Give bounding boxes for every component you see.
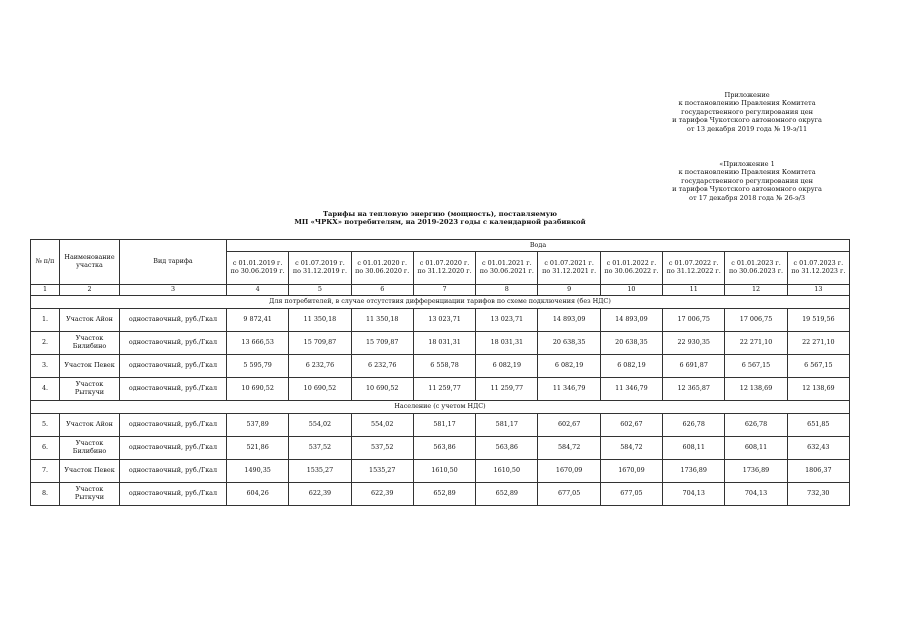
tariff-value: 704,13 (663, 483, 725, 506)
section-consumers-title: Для потребителей, в случае отсутствия дифференциации тарифов по схеме подключения (без НДС) (31, 296, 850, 309)
appendix-line: государственного регулирования цен (681, 176, 814, 185)
appendix-line: к постановлению Правления Комитета (678, 168, 816, 177)
tariff-value: 6 691,87 (663, 355, 725, 378)
tariff-value: 602,67 (538, 414, 600, 437)
tariff-value: 6 232,76 (351, 355, 413, 378)
tariff-value: 6 082,19 (538, 355, 600, 378)
tariff-value: 1535,27 (289, 460, 351, 483)
column-number: 11 (663, 285, 725, 296)
site-name: Участок Рыткучи (60, 378, 120, 401)
table-row (31, 378, 850, 401)
tariff-value: 1736,89 (663, 460, 725, 483)
row-number: 4. (31, 378, 60, 401)
row-number: 6. (31, 437, 60, 460)
tariff-kind: одноставочный, руб./Гкал (120, 309, 227, 332)
appendix-header-2 (672, 160, 822, 202)
header-row-top (31, 240, 850, 252)
tariff-kind: одноставочный, руб./Гкал (120, 483, 227, 506)
tariff-table (30, 239, 850, 506)
tariff-value: 1670,09 (600, 460, 662, 483)
appendix-line: от 17 декабря 2018 года № 26-э/3 (689, 193, 806, 202)
tariff-value: 13 023,71 (413, 309, 475, 332)
header-period: с 01.07.2019 г. по 31.12.2019 г. (289, 252, 351, 285)
tariff-value: 14 893,09 (600, 309, 662, 332)
tariff-value: 6 082,19 (476, 355, 538, 378)
table-row (31, 437, 850, 460)
tariff-value: 6 232,76 (289, 355, 351, 378)
tariff-value: 537,52 (351, 437, 413, 460)
column-number: 13 (787, 285, 849, 296)
tariff-value: 10 690,52 (351, 378, 413, 401)
tariff-value: 1806,37 (787, 460, 849, 483)
tariff-value: 20 638,35 (538, 332, 600, 355)
header-period: с 01.07.2021 г. по 31.12.2021 г. (538, 252, 600, 285)
column-number: 5 (289, 285, 351, 296)
tariff-value: 12 365,87 (663, 378, 725, 401)
tariff-value: 14 893,09 (538, 309, 600, 332)
tariff-kind: одноставочный, руб./Гкал (120, 378, 227, 401)
tariff-value: 19 519,56 (787, 309, 849, 332)
site-name: Участок Айон (60, 309, 120, 332)
tariff-value: 554,02 (351, 414, 413, 437)
column-number: 8 (476, 285, 538, 296)
tariff-value: 632,43 (787, 437, 849, 460)
tariff-value: 11 346,79 (538, 378, 600, 401)
tariff-kind: одноставочный, руб./Гкал (120, 460, 227, 483)
header-water-group: Вода (227, 240, 850, 252)
row-number: 7. (31, 460, 60, 483)
tariff-value: 563,86 (413, 437, 475, 460)
row-number: 5. (31, 414, 60, 437)
title-line: МП «ЧРКХ» потребителям, на 2019-2023 годы с календарной разбивкой (294, 218, 586, 227)
tariff-value: 626,78 (725, 414, 787, 437)
header-period: с 01.07.2022 г. по 31.12.2022 г. (663, 252, 725, 285)
tariff-value: 604,26 (227, 483, 289, 506)
tariff-value: 11 259,77 (476, 378, 538, 401)
header-period: с 01.01.2022 г. по 30.06.2022 г. (600, 252, 662, 285)
appendix-line: и тарифов Чукотского автономного округа (672, 116, 822, 125)
header-period: с 01.01.2021 г. по 30.06.2021 г. (476, 252, 538, 285)
site-name: Участок Певек (60, 355, 120, 378)
column-number: 3 (120, 285, 227, 296)
tariff-value: 18 031,31 (413, 332, 475, 355)
tariff-value: 1535,27 (351, 460, 413, 483)
tariff-kind: одноставочный, руб./Гкал (120, 414, 227, 437)
tariff-value: 10 690,52 (227, 378, 289, 401)
tariff-value: 20 638,35 (600, 332, 662, 355)
tariff-value: 1610,50 (476, 460, 538, 483)
header-period: с 01.01.2020 г. по 30.06.2020 г. (351, 252, 413, 285)
table-row (31, 309, 850, 332)
tariff-kind: одноставочный, руб./Гкал (120, 332, 227, 355)
tariff-value: 626,78 (663, 414, 725, 437)
tariff-value: 521,86 (227, 437, 289, 460)
site-name: Участок Певек (60, 460, 120, 483)
tariff-value: 17 006,75 (663, 309, 725, 332)
tariff-value: 581,17 (476, 414, 538, 437)
tariff-value: 12 138,69 (787, 378, 849, 401)
table-row (31, 332, 850, 355)
tariff-value: 704,13 (725, 483, 787, 506)
tariff-value: 12 138,69 (725, 378, 787, 401)
tariff-value: 537,52 (289, 437, 351, 460)
header-period: с 01.07.2020 г. по 31.12.2020 г. (413, 252, 475, 285)
section-row (31, 401, 850, 414)
document-title (30, 210, 850, 227)
tariff-value: 563,86 (476, 437, 538, 460)
table-row (31, 460, 850, 483)
tariff-value: 1490,35 (227, 460, 289, 483)
tariff-value: 554,02 (289, 414, 351, 437)
tariff-value: 622,39 (351, 483, 413, 506)
tariff-value: 22 271,10 (725, 332, 787, 355)
column-number: 12 (725, 285, 787, 296)
tariff-value: 651,85 (787, 414, 849, 437)
tariff-kind: одноставочный, руб./Гкал (120, 437, 227, 460)
site-name: Участок Билибино (60, 332, 120, 355)
tariff-value: 677,05 (600, 483, 662, 506)
column-number: 6 (351, 285, 413, 296)
row-number: 3. (31, 355, 60, 378)
tariff-value: 584,72 (538, 437, 600, 460)
tariff-value: 22 271,10 (787, 332, 849, 355)
appendix-line: «Приложение 1 (719, 160, 775, 168)
table-row (31, 414, 850, 437)
tariff-value: 608,11 (725, 437, 787, 460)
table-row (31, 355, 850, 378)
tariff-value: 6 567,15 (787, 355, 849, 378)
tariff-value: 608,11 (663, 437, 725, 460)
appendix-line: от 13 декабря 2019 года № 19-э/11 (686, 124, 808, 133)
column-number: 9 (538, 285, 600, 296)
header-period: с 01.07.2023 г. по 31.12.2023 г. (787, 252, 849, 285)
tariff-value: 11 259,77 (413, 378, 475, 401)
title-line: Тарифы на тепловую энергию (мощность), поставляемую (322, 210, 558, 218)
tariff-value: 10 690,52 (289, 378, 351, 401)
tariff-value: 677,05 (538, 483, 600, 506)
site-name: Участок Рыткучи (60, 483, 120, 506)
column-number: 7 (413, 285, 475, 296)
tariff-value: 18 031,31 (476, 332, 538, 355)
column-number: 10 (600, 285, 662, 296)
column-number: 4 (227, 285, 289, 296)
tariff-value: 652,89 (476, 483, 538, 506)
appendix-line: и тарифов Чукотского автономного округа (672, 185, 822, 194)
tariff-value: 17 006,75 (725, 309, 787, 332)
appendix-line: Приложение (724, 91, 770, 99)
tariff-value: 6 082,19 (600, 355, 662, 378)
tariff-value: 622,39 (289, 483, 351, 506)
row-number: 1. (31, 309, 60, 332)
tariff-value: 15 709,87 (351, 332, 413, 355)
tariff-value: 13 023,71 (476, 309, 538, 332)
tariff-value: 9 872,41 (227, 309, 289, 332)
appendix-line: государственного регулирования цен (681, 107, 814, 116)
tariff-value: 11 350,18 (289, 309, 351, 332)
row-number: 8. (31, 483, 60, 506)
header-number: № п/п (31, 240, 60, 285)
appendix-header-1 (672, 91, 822, 133)
section-row (31, 296, 850, 309)
tariff-value: 581,17 (413, 414, 475, 437)
tariff-value: 6 567,15 (725, 355, 787, 378)
tariff-value: 11 346,79 (600, 378, 662, 401)
site-name: Участок Айон (60, 414, 120, 437)
table-row (31, 483, 850, 506)
tariff-value: 1736,89 (725, 460, 787, 483)
header-row-column-numbers (31, 285, 850, 296)
tariff-kind: одноставочный, руб./Гкал (120, 355, 227, 378)
tariff-value: 13 666,53 (227, 332, 289, 355)
header-period: с 01.01.2023 г. по 30.06.2023 г. (725, 252, 787, 285)
tariff-value: 6 558,78 (413, 355, 475, 378)
section-population-title: Население (с учетом НДС) (31, 401, 850, 414)
header-site-name: Наименование участка (60, 240, 120, 285)
tariff-value: 15 709,87 (289, 332, 351, 355)
tariff-value: 1670,09 (538, 460, 600, 483)
tariff-value: 11 350,18 (351, 309, 413, 332)
tariff-value: 584,72 (600, 437, 662, 460)
row-number: 2. (31, 332, 60, 355)
tariff-value: 732,30 (787, 483, 849, 506)
tariff-value: 602,67 (600, 414, 662, 437)
column-number: 1 (31, 285, 60, 296)
tariff-value: 1610,50 (413, 460, 475, 483)
tariff-value: 652,89 (413, 483, 475, 506)
tariff-value: 22 930,35 (663, 332, 725, 355)
tariff-value: 537,89 (227, 414, 289, 437)
tariff-value: 5 595,79 (227, 355, 289, 378)
header-period: с 01.01.2019 г. по 30.06.2019 г. (227, 252, 289, 285)
column-number: 2 (60, 285, 120, 296)
site-name: Участок Билибино (60, 437, 120, 460)
header-tariff-kind: Вид тарифа (120, 240, 227, 285)
appendix-line: к постановлению Правления Комитета (678, 99, 816, 108)
